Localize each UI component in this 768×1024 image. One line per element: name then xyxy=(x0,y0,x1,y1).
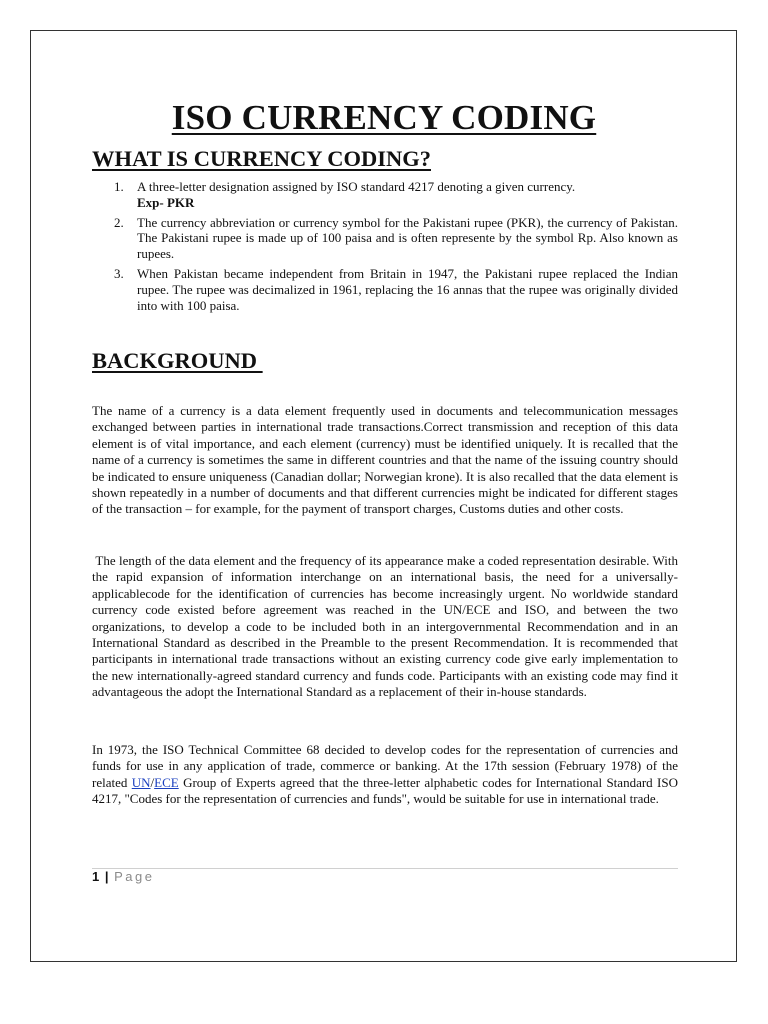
list-item-number: 1. xyxy=(114,179,124,194)
un-link[interactable]: UN xyxy=(131,774,151,790)
list-item xyxy=(92,266,678,313)
page-number: 1 xyxy=(92,869,100,884)
page-footer xyxy=(92,869,155,884)
link-separator: / xyxy=(150,774,155,790)
paragraph-text: In 1973, the ISO Technical Committee 68 decided to develop codes for the representation of currencies and funds for use in any application of trade, commerce or banking. At the 17th session (February 1978) of the related xyxy=(92,742,678,790)
footer-divider xyxy=(92,868,678,869)
list-item-text: When Pakistan became independent from Britain in 1947, the Pakistani rupee replaced the Indian rupee. The rupee was decimalized in 1961, replacing the 16 annas that the rupee was originally divided into with 100 paisa. xyxy=(137,265,678,313)
background-paragraph-2: The length of the data element and the frequency of its appearance make a coded representation desirable. With the rapid expansion of information interchange on an international basis, the need for a universally-applicablecode for the identification of currencies has become increasingly urgent. No worldwide standard currency code existed before agreement was reached in the UN/ECE and ISO, and between the two organizations, to develop a code to be included both in an intergovernmental Recommendation and in an International Standard as described in the Preamble to the present Recommendation. It is recommended that participants in international trade transactions without an existing currency code give early implementation to the new internationally-agreed standard currency and funds code. Participants with an existing code may find it advantageous the adopt the International Standard as a replacement of their in-house standards. xyxy=(92,553,682,700)
background-paragraph-3 xyxy=(92,742,678,808)
document-title: ISO CURRENCY CODING xyxy=(171,98,597,137)
definition-list xyxy=(92,179,678,317)
section-heading-background: BACKGROUND xyxy=(92,348,263,373)
list-item-number: 3. xyxy=(114,265,124,281)
section-heading-what-is-currency-coding: WHAT IS CURRENCY CODING? xyxy=(92,146,431,171)
list-item-text: The currency abbreviation or currency symbol for the Pakistani rupee (PKR), the currency of Pakistan. The Pakistani rupee is made up of 100 paisa and is often represente by the symbol Rp. Also known as rupees. xyxy=(137,214,678,262)
page-label: Page xyxy=(114,869,155,884)
list-item xyxy=(92,179,678,211)
ece-link[interactable]: ECE xyxy=(154,774,179,790)
list-item-example: Exp- PKR xyxy=(137,194,195,210)
list-item-text: A three-letter designation assigned by ISO standard 4217 denoting a given currency. xyxy=(137,179,576,194)
background-paragraph-1: The name of a currency is a data element frequently used in documents and telecommunication messages exchanged between parties in international trade transactions.Correct transmission and reception of this data element is of vital importance, and each element (currency) must be identified uniquely. It is recalled that the name of a currency is sometimes the same in different countries and that the name of the issuing country should be indicated to ensure uniqueness (Canadian dollar; Norwegian krone). It is also recalled that the data element is shown repeatedly in a number of documents and that different currencies might be indicated for different stages of the transaction – for example, for the payment of transport charges, Customs duties and other costs. xyxy=(92,403,678,517)
footer-separator: | xyxy=(104,869,109,884)
list-item xyxy=(92,215,678,262)
paragraph-text: Group of Experts agreed that the three-letter alphabetic codes for International Standard ISO 4217, "Codes for the representation of currencies and funds", would be suitable for use in international trade. xyxy=(92,774,678,807)
list-item-number: 2. xyxy=(114,214,124,230)
